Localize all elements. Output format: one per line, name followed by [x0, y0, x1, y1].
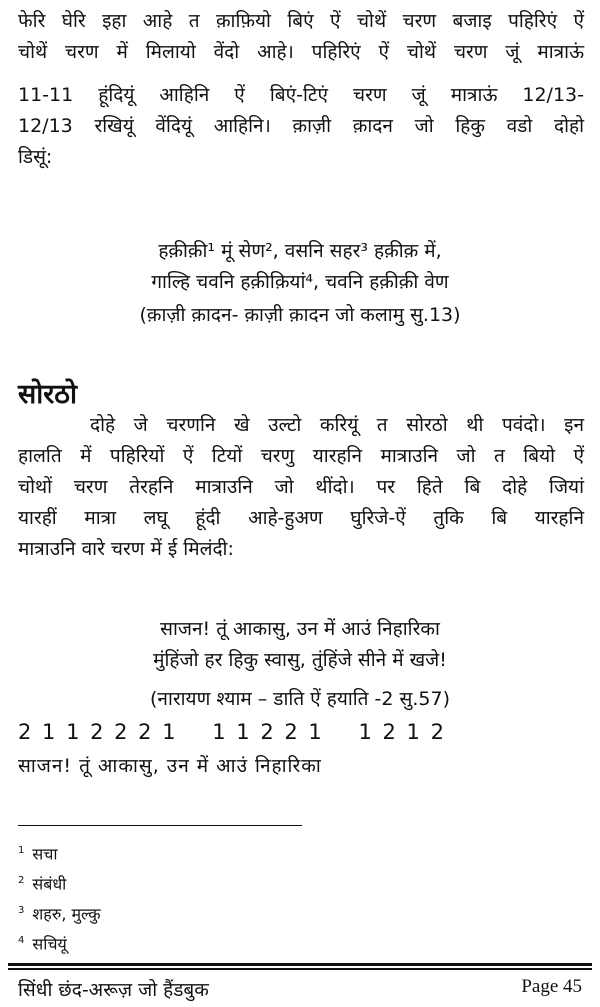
meter-group: 1 1 2 2 1: [212, 720, 324, 744]
running-title: सिंधी छंद-अरूज़ जो हैंडबुक: [18, 979, 209, 1001]
footnote-text: शहरु, मुल्कु: [32, 904, 101, 924]
intro-paragraph: [18, 6, 584, 173]
paragraph-line: फेरि घेरि इहा आहे त क़ाफ़ियो बिएं ऐं चोथें चरण बजाइ पहिरिएं ऐं: [18, 10, 584, 32]
footnote: [18, 840, 58, 865]
paragraph-line: 11-11 हूंदियूं आहिनि ऐं बिएं-टिएं चरण जूं मात्राऊं 12/13-: [18, 84, 584, 106]
footnote-text: सचियूं: [32, 934, 67, 954]
couplet-citation: (क़ाज़ी क़ादन- क़ाज़ी क़ादन जो कलामु सु.13): [139, 304, 461, 326]
paragraph-line: मात्राउनि वारे चरण में ई मिलंदी:: [18, 538, 234, 560]
paragraph-line: 12/13 रखियूं वेंदियूं आहिनि। क़ाज़ी क़ादन जो हिकु वडो दोहो: [18, 115, 584, 137]
paragraph-line: चोथों चरण तेरहनि मात्राउनि जो थींदो। पर हिते बि दोहे जियां: [18, 476, 584, 498]
footnote-number: 3: [18, 905, 25, 916]
footer-rule: [8, 963, 592, 966]
footnote-number: 1: [18, 845, 25, 856]
page-number: Page 45: [521, 976, 582, 997]
couplet-line: गाल्हि चवनि हक़ीक़ियां⁴, चवनि हक़ीक़ी वेण: [151, 271, 449, 293]
paragraph-line: यारहीं मात्रा लघू हूंदी आहे-हुअण घुरिजे-ऐं तुकि बि यारहनि: [18, 507, 584, 529]
sortha-paragraph: [18, 410, 584, 565]
meter-group: 1 2 1 2: [358, 720, 446, 744]
paragraph-line: चोथें चरण में मिलायो वेंदो आहे। पहिरिएं ऐं चोथें चरण जूं मात्राऊं: [18, 41, 584, 63]
paragraph-line: हालति में पहिरियों ऐं टियों चरणु यारहनि मात्राउनि जो त बियो ऐं: [18, 445, 584, 467]
couplet-citation: (नारायण श्याम – डाति ऐं हयाति -2 सु.57): [149, 688, 451, 710]
footnote-text: संबंधी: [32, 874, 67, 894]
meter-text: साजन! तूं आकासु, उन में आउं निहारिका: [18, 755, 322, 777]
footnote-text: सचा: [32, 844, 58, 864]
meter-group: 2 1 1 2 2 2 1: [18, 720, 178, 744]
couplet-line: मुंहिंजो हर हिकु स्वासु, तुंहिंजे सीने में खजे!: [153, 649, 447, 671]
section-heading: सोरठो: [18, 379, 77, 410]
footnote-number: 4: [18, 935, 25, 946]
couplet-line: हक़ीक़ी¹ मूं सेण², वसनि सहर³ हक़ीक़ में,: [158, 240, 442, 262]
footnote: [18, 900, 101, 925]
footnote-divider: [18, 825, 302, 826]
paragraph-line: दोहे जे चरणनि खे उल्टो करियूं त सोरठो थी पवंदो। इन: [90, 414, 584, 436]
couplet-line: साजन! तूं आकासु, उन में आउं निहारिका: [160, 618, 440, 640]
paragraph-line: डिसूं:: [18, 146, 53, 168]
footnote: [18, 870, 66, 895]
footnote: [18, 930, 67, 955]
footer-rule: [8, 968, 592, 970]
meter-scansion: [18, 720, 472, 744]
footnote-number: 2: [18, 875, 25, 886]
